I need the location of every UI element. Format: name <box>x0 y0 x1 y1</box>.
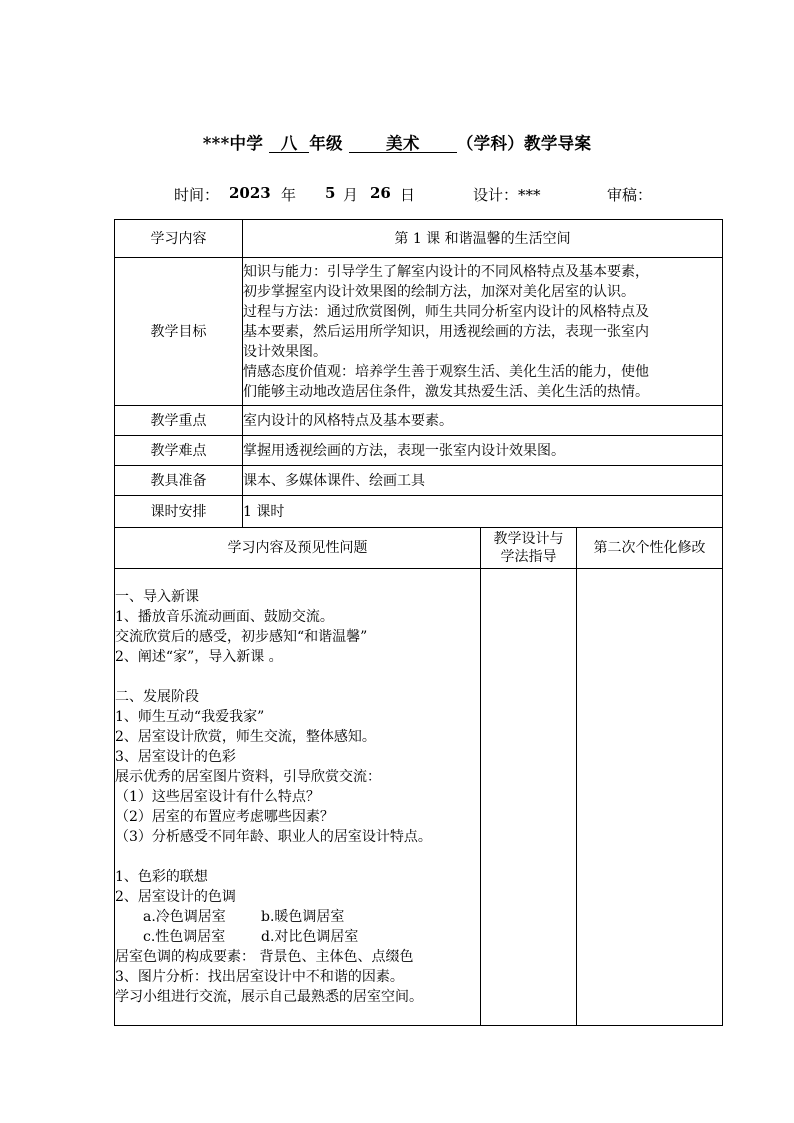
content-line: 3、图片分析：找出居室设计中不和谐的因素。 <box>115 969 404 985</box>
month-value: 5 <box>325 184 336 202</box>
learning-content <box>115 569 481 1026</box>
content-line: 学习小组进行交流，展示自己最熟悉的居室空间。 <box>115 989 423 1005</box>
content-line: 二、发展阶段 <box>115 689 199 705</box>
row-label: 教学重点 <box>115 406 243 436</box>
content-line: 2、居室设计欣赏，师生交流，整体感知。 <box>115 729 376 745</box>
row-label: 教学难点 <box>115 436 243 466</box>
teaching-aids: 课本、多媒体课件、绘画工具 <box>243 466 723 496</box>
table-row <box>115 258 723 406</box>
meta-line <box>0 184 794 206</box>
column-header-revision: 第二次个性化修改 <box>577 528 723 569</box>
difficult-points: 掌握用透视绘画的方法，表现一张室内设计效果图。 <box>243 436 723 466</box>
row-label: 学习内容 <box>115 220 243 258</box>
content-line: 交流欣赏后的感受，初步感知“和谐温馨” <box>115 629 368 645</box>
table-row <box>115 220 723 258</box>
year-unit: 年 <box>281 186 297 204</box>
table-row <box>115 466 723 496</box>
content-line <box>115 907 480 927</box>
column-header-design-line1: 教学设计与 <box>493 531 564 547</box>
tone-option: d.对比色调居室 <box>261 929 359 945</box>
content-line: 一、导入新课 <box>115 589 199 605</box>
row-label: 课时安排 <box>115 496 243 528</box>
objective-line: 情感态度价值观：培养学生善于观察生活、美化生活的能力，使他 <box>243 363 649 380</box>
tone-option: b.暖色调居室 <box>261 909 345 925</box>
grade-suffix: 年级 <box>309 134 343 153</box>
month-unit: 月 <box>343 186 359 204</box>
table-header-row <box>115 528 723 569</box>
lesson-plan-table <box>114 219 723 1026</box>
objective-line: 知识与能力：引导学生了解室内设计的不同风格特点及基本要素， <box>243 263 649 280</box>
reviewer-field: 审稿： <box>607 186 653 204</box>
row-label: 教具准备 <box>115 466 243 496</box>
objective-line: 设计效果图。 <box>243 343 327 360</box>
content-line: 展示优秀的居室图片资料，引导欣赏交流： <box>115 769 381 785</box>
lesson-title: 第 1 课 和谐温馨的生活空间 <box>243 220 723 258</box>
time-label: 时间： <box>174 186 220 204</box>
table-body-row <box>115 569 723 1026</box>
content-line: 2、阐述“家”，导入新课 。 <box>115 649 283 665</box>
designer-field: 设计：*** <box>473 186 541 204</box>
content-line: 居室色调的构成要素： 背景色、主体色、点缀色 <box>115 949 414 965</box>
row-label: 教学目标 <box>115 258 243 406</box>
table-row <box>115 436 723 466</box>
content-line <box>115 927 480 947</box>
table-row <box>115 406 723 436</box>
content-line: 1、色彩的联想 <box>115 869 208 885</box>
subject-suffix: （学科）教学导案 <box>456 134 592 153</box>
content-line: （3）分析感受不同年龄、职业人的居室设计特点。 <box>115 829 432 845</box>
objective-line: 过程与方法：通过欣赏图例，师生共同分析室内设计的风格特点及 <box>243 303 649 320</box>
tone-option: c.性色调居室 <box>143 929 226 945</box>
table-row <box>115 496 723 528</box>
revision-cell <box>577 569 723 1026</box>
objective-line: 初步掌握室内设计效果图的绘制方法，加深对美化居室的认识。 <box>243 283 635 300</box>
content-line: （1）这些居室设计有什么特点？ <box>115 789 320 805</box>
design-guidance-cell <box>481 569 577 1026</box>
objective-line: 基本要素，然后运用所学知识，用透视绘画的方法，表现一张室内 <box>243 323 649 340</box>
objective-line: 们能够主动地改造居住条件，激发其热爱生活、美化生活的热情。 <box>243 383 649 400</box>
year-value: 2023 <box>229 184 271 202</box>
content-line: 3、居室设计的色彩 <box>115 749 236 765</box>
column-header-content: 学习内容及预见性问题 <box>115 528 481 569</box>
school-name: ***中学 <box>202 134 264 153</box>
column-header-design <box>481 528 577 569</box>
content-line: 2、居室设计的色调 <box>115 889 236 905</box>
tone-option: a.冷色调居室 <box>143 909 226 925</box>
class-hours: 1 课时 <box>243 496 723 528</box>
day-unit: 日 <box>400 186 416 204</box>
teaching-objectives <box>243 258 723 406</box>
document-title <box>0 130 794 154</box>
grade-value: 八 <box>269 135 309 153</box>
column-header-design-line2: 学法指导 <box>500 549 557 565</box>
content-line: （2）居室的布置应考虑哪些因素？ <box>115 809 334 825</box>
subject-value: 美术 <box>349 135 457 153</box>
key-points: 室内设计的风格特点及基本要素。 <box>243 406 723 436</box>
content-line: 1、师生互动“我爱我家” <box>115 709 265 725</box>
content-line: 1、播放音乐流动画面、鼓励交流。 <box>115 609 334 625</box>
day-value: 26 <box>370 184 391 202</box>
